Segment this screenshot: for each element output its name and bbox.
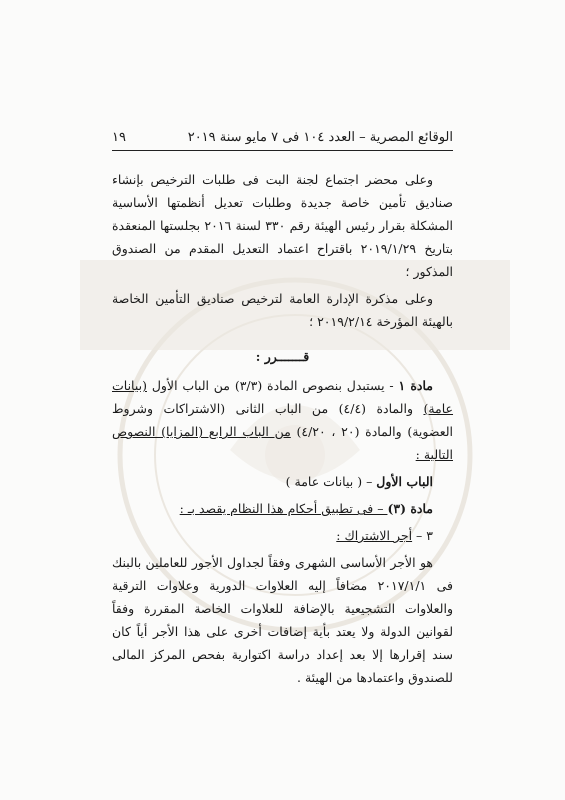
chapter-1-title: – ( بيانات عامة ) — [285, 474, 377, 489]
decision-heading: قـــــــرر : — [255, 349, 310, 364]
article-1-text-2: والمادة (٤/٤) من الباب الثانى (الاشتراكات وشروط العضوية) والمادة (٢٠ ، ٤/٢٠) — [112, 401, 454, 439]
item-3-term: أجر الاشتراك : — [336, 528, 413, 543]
item-3 — [112, 524, 453, 547]
article-3-label: مادة (٣) — [387, 501, 433, 516]
article-1-underlined-1: (بيانات عامة) — [112, 378, 454, 416]
article-1-label: مادة ١ — [398, 378, 433, 393]
article-1 — [112, 374, 453, 466]
header-divider — [112, 150, 453, 151]
page-header — [112, 126, 453, 148]
definition-paragraph: هو الأجر الأساسى الشهرى وفقاً لجداول الأجور للعاملين بالبنك فى ٢٠١٧/١/١ مضافاً إليه العلاوات الدورية وعلاوات الترقية والعلاوات التشجيعية بالإضافة للعلاوات الخاصة المقررة وفقاً لقوانين الدولة ولا يعتد بأية إضافات أخرى على هذا الأجر أياً كان سند إقرارها إلا بعد إعداد دراسة اكتوارية بفحص المركز المالى للصندوق واعتمادها من الهيئة . — [112, 555, 453, 685]
page-number: ١٩ — [112, 129, 126, 145]
article-1-underlined-2: من الباب الرابع (المزايا) النصوص التالية : — [112, 424, 453, 462]
chapter-1-label: الباب الأول — [376, 474, 433, 489]
document-body — [112, 168, 453, 689]
article-3-text: – فى تطبيق أحكام هذا النظام يقصد بـ : — [179, 501, 388, 516]
preamble-paragraph-1: وعلى محضر اجتماع لجنة البت فى طلبات الترخيص بإنشاء صناديق تأمين خاصة جديدة وطلبات تعديل أنظمتها الأساسية المشكلة بقرار رئيس الهيئة رقم ٣٣٠ لسنة ٢٠١٦ بجلستها المنعقدة بتاريخ ٢٠١٩/١/٢٩ باقتراح اعتماد التعديل المقدم من الصندوق المذكور ؛ — [112, 172, 453, 279]
chapter-1-heading — [112, 470, 453, 493]
preamble-paragraph-2: وعلى مذكرة الإدارة العامة لترخيص صناديق التأمين الخاصة بالهيئة المؤرخة ٢٠١٩/٢/١٤ ؛ — [112, 291, 453, 329]
header-title: الوقائع المصرية – العدد ١٠٤ فى ٧ مايو سنة ٢٠١٩ — [187, 129, 453, 145]
item-3-number: ٣ – — [412, 528, 433, 543]
article-1-text-1: - يستبدل بنصوص المادة (٣/٣) من الباب الأول — [147, 378, 399, 393]
article-3-heading — [112, 497, 453, 520]
